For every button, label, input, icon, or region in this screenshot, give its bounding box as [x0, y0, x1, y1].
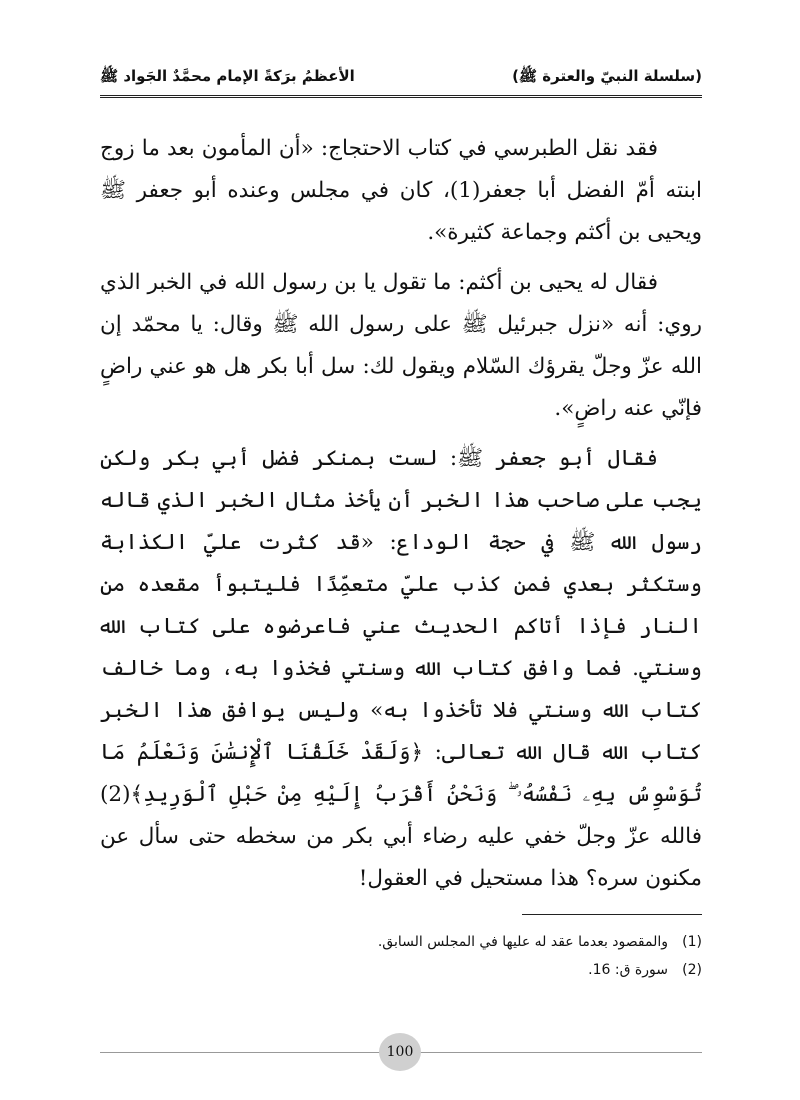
footnote-text: والمقصود بعدما عقد له عليها في المجلس السابق.	[377, 934, 668, 950]
footnote-divider	[522, 914, 702, 915]
series-title: (سلسلة النبيّ والعترة ﷺ)	[512, 67, 702, 85]
footnote-text: سورة ق: 16.	[588, 962, 668, 978]
paragraph: فقد نقل الطبرسي في كتاب الاحتجاج: «أن المأمون بعد ما زوج ابنته أمّ الفضل أبا جعفر(1)، كان في مجلس وعنده أبو جعفر ﷺ ويحيى بن أكثم وجماعة كثيرة».	[100, 136, 702, 245]
footnote-number: (1)	[682, 934, 702, 950]
footnote-item	[100, 928, 702, 956]
header-divider	[100, 95, 702, 98]
book-title: الأعظمُ برَكةً الإمام محمَّدٌ الجَواد ﷺ	[100, 67, 355, 85]
running-header	[100, 58, 702, 98]
paragraph: فقال له يحيى بن أكثم: ما تقول يا بن رسول الله في الخبر الذي روي: أنه «نزل جبرئيل ﷺ على رسول الله ﷺ وقال: يا محمّد إن الله عزّ وجلّ يقرؤك السّلام ويقول لك: سل أبا بكر هل هو عني راضٍ فإنّي عنه راضٍ».	[100, 270, 702, 421]
footnote-number: (2)	[682, 962, 702, 978]
main-text	[100, 128, 702, 908]
page-number: 100	[379, 1033, 421, 1071]
footnotes	[100, 928, 702, 984]
footnote-item	[100, 956, 702, 984]
paragraph: فقال أبو جعفر ﷺ: لست بمنكر فضل أبي بكر ولكن يجب على صاحب هذا الخبر أن يأخذ مثال الخبر الذي قاله رسول الله ﷺ في حجة الوداع: «قد كثرت عليّ الكذابة وستكثر بعدي فمن كذب عليّ متعمِّدًا فليتبوأ مقعده من النار فإذا أتاكم الحديث عني فاعرضوه على كتاب الله وسنتي. فما وافق كتاب الله وسنتي فخذوا به، وما خالف كتاب الله وسنتي فلا تأخذوا به» وليس يوافق هذا الخبر كتاب الله قال الله تعالى: ﴿وَلَقَدْ خَلَقْنَا ٱلْإِنسَٰنَ وَنَعْلَمُ مَا تُوَسْوِسُ بِهِۦ نَفْسُهُۥ ۖ وَنَحْنُ أَقْرَبُ إِلَيْهِ مِنْ حَبْلِ ٱلْوَرِيدِ﴾(2) فالله عزّ وجلّ خفي عليه رضاء أبي بكر من سخطه حتى سأل عن مكنون سره؟ هذا مستحيل في العقول!	[100, 446, 702, 891]
